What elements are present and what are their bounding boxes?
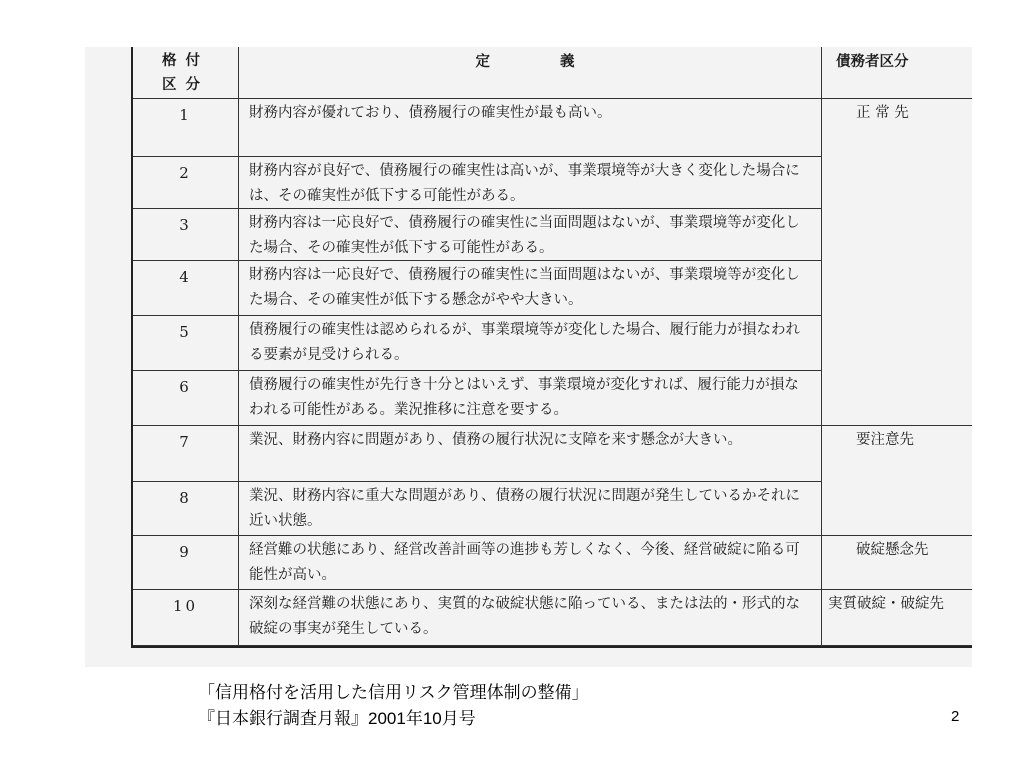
debtor-class-bankruptcy-concern: 破綻懸念先 bbox=[822, 536, 972, 590]
caption-title: 「信用格付を活用した信用リスク管理体制の整備」 bbox=[198, 683, 589, 702]
rating-no: 10 bbox=[133, 590, 239, 646]
table-photo bbox=[85, 47, 972, 667]
debtor-class-caution: 要注意先 bbox=[856, 432, 914, 448]
rating-definition: 財務内容は一応良好で、債務履行の確実性に当面問題はないが、事業環境等が変化した場合、その確実性が低下する懸念がやや大きい。 bbox=[239, 261, 822, 316]
rating-definition: 財務内容が良好で、債務履行の確実性は高いが、事業環境等が大きく変化した場合には、その確実性が低下する可能性がある。 bbox=[239, 157, 822, 209]
caption-source: 『日本銀行調査月報』2001年10月号 bbox=[198, 709, 476, 728]
debtor-class-cell bbox=[822, 157, 972, 209]
source-caption bbox=[198, 680, 589, 732]
rating-definition: 業況、財務内容に問題があり、債務の履行状況に支障を来す懸念が大きい。 bbox=[239, 426, 822, 482]
rating-no: 7 bbox=[133, 426, 239, 482]
rating-no: 3 bbox=[133, 209, 239, 261]
debtor-class-cell bbox=[822, 209, 972, 261]
rating-no: 4 bbox=[133, 261, 239, 316]
debtor-class-cell bbox=[822, 261, 972, 316]
rating-definition: 債務履行の確実性は認められるが、事業環境等が変化した場合、履行能力が損なわれる要素が見受けられる。 bbox=[239, 316, 822, 371]
header-rating bbox=[133, 47, 239, 99]
rating-no: 1 bbox=[133, 99, 239, 157]
debtor-class-cell bbox=[822, 316, 972, 371]
header-rating-label: 格付 区分 bbox=[162, 52, 209, 93]
rating-no: 2 bbox=[133, 157, 239, 209]
debtor-class-cell bbox=[822, 482, 972, 536]
rating-definition: 深刻な経営難の状態にあり、実質的な破綻状態に陥っている、または法的・形式的な破綻の事実が発生している。 bbox=[239, 590, 822, 646]
rating-definition: 財務内容が優れており、債務履行の確実性が最も高い。 bbox=[239, 99, 822, 157]
page-number: 2 bbox=[951, 708, 960, 725]
rating-no: 6 bbox=[133, 371, 239, 426]
rating-definition: 財務内容は一応良好で、債務履行の確実性に当面問題はないが、事業環境等が変化した場合、その確実性が低下する可能性がある。 bbox=[239, 209, 822, 261]
rating-no: 8 bbox=[133, 482, 239, 536]
header-definition: 定義 bbox=[239, 47, 822, 99]
rating-no: 5 bbox=[133, 316, 239, 371]
rating-definition: 業況、財務内容に重大な問題があり、債務の履行状況に問題が発生しているかそれに近い状態。 bbox=[239, 482, 822, 536]
debtor-class-normal: 正 常 先 bbox=[856, 105, 909, 121]
header-classification: 債務者区分 bbox=[822, 47, 972, 99]
rating-definition: 経営難の状態にあり、経営改善計画等の進捗も芳しくなく、今後、経営破綻に陥る可能性が高い。 bbox=[239, 536, 822, 590]
debtor-class-bankrupt: 実質破綻・破綻先 bbox=[822, 590, 972, 646]
rating-table bbox=[131, 47, 972, 648]
debtor-class-cell bbox=[822, 371, 972, 426]
rating-no: 9 bbox=[133, 536, 239, 590]
rating-definition: 債務履行の確実性が先行き十分とはいえず、事業環境が変化すれば、履行能力が損なわれる可能性がある。業況推移に注意を要する。 bbox=[239, 371, 822, 426]
